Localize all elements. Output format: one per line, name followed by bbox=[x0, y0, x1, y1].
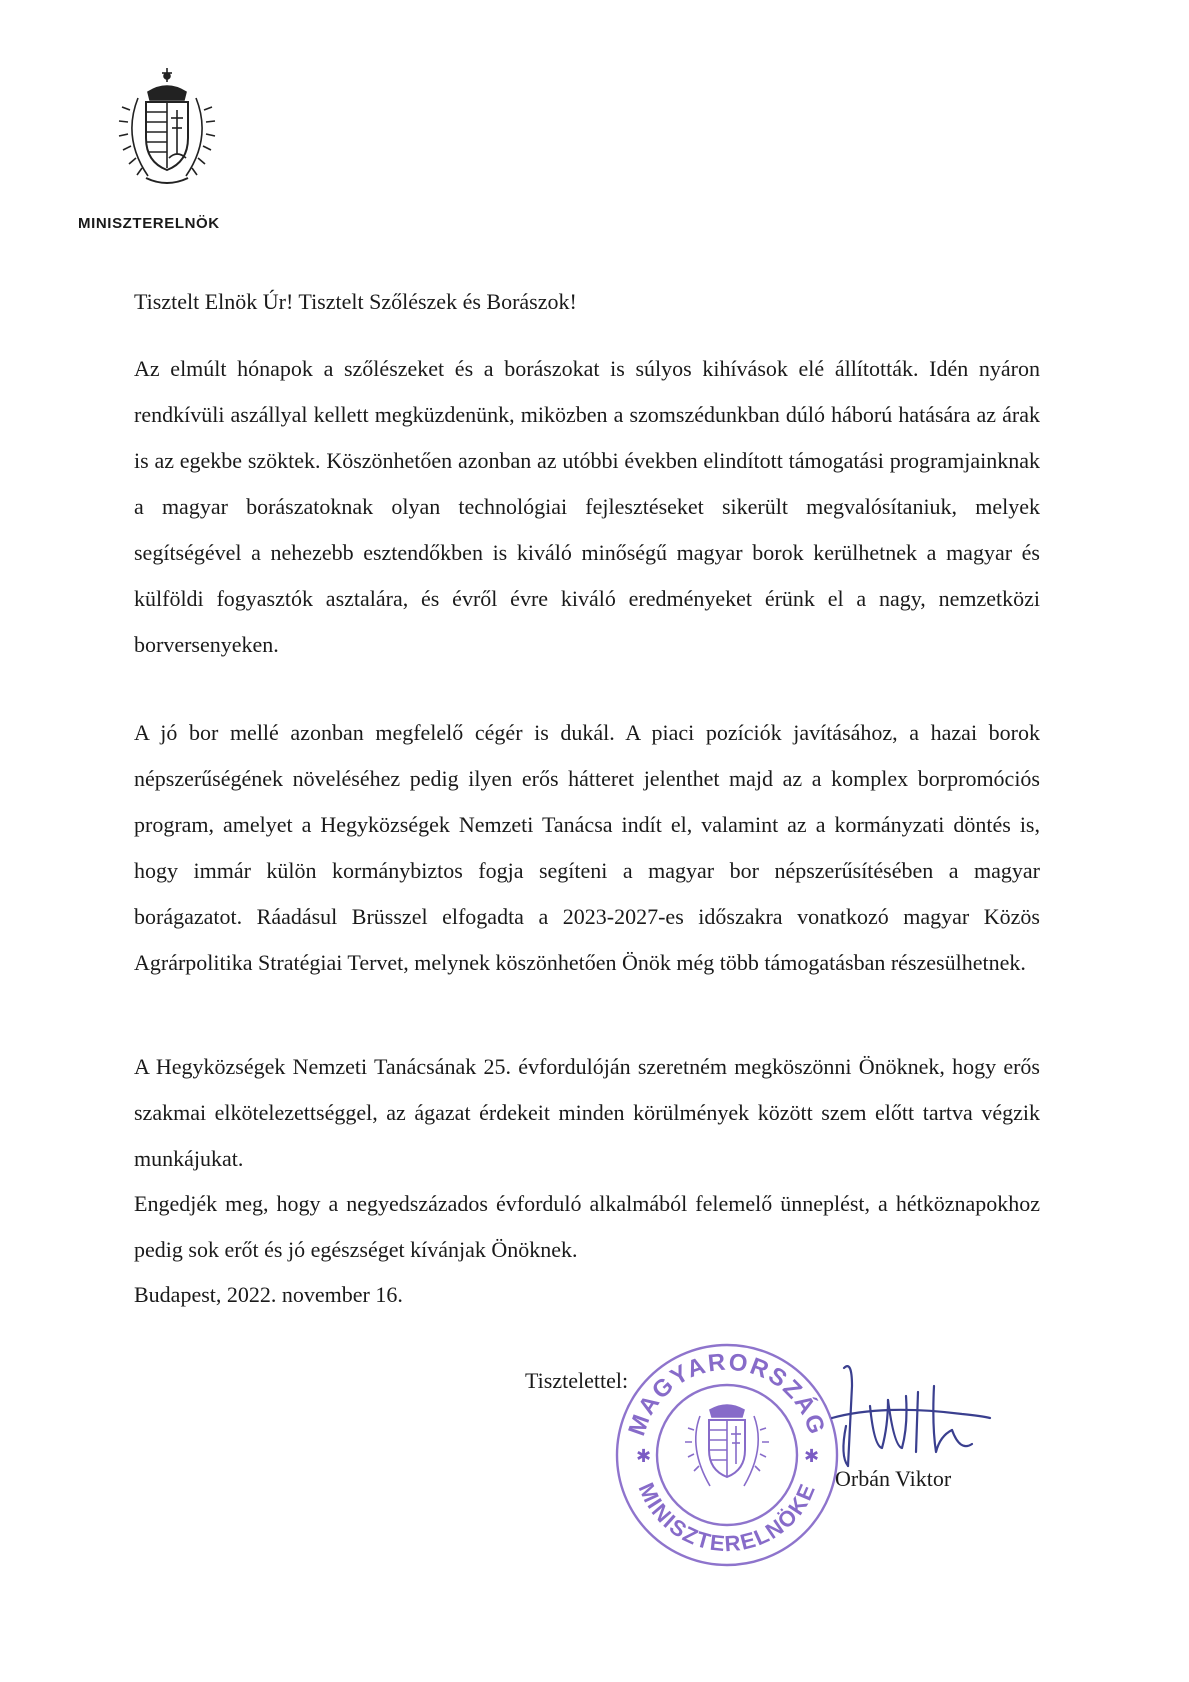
svg-text:✱: ✱ bbox=[804, 1446, 820, 1467]
stamp-top-text: MAGYARORSZÁG bbox=[623, 1348, 831, 1440]
closing-phrase: Tisztelettel: bbox=[525, 1368, 629, 1393]
office-title: MINISZTERELNÖK bbox=[78, 215, 220, 232]
signer-name: Orbán Viktor bbox=[835, 1466, 952, 1491]
stamp-bottom-text: MINISZTERELNÖKE bbox=[633, 1478, 821, 1557]
letter-date: Budapest, 2022. november 16. bbox=[134, 1282, 403, 1307]
hungarian-coat-of-arms-icon bbox=[108, 58, 226, 193]
handwritten-signature-icon bbox=[822, 1356, 992, 1476]
body-paragraph: Engedjék meg, hogy a negyedszázados évforduló alkalmából felemelő ünneplést, a hétköznapokhoz pedig sok erőt és jó egészséget kívánjak Önöknek. bbox=[134, 1191, 1040, 1262]
body-paragraph: A Hegyközségek Nemzeti Tanácsának 25. évfordulóján szeretném megköszönni Önöknek, hogy erős szakmai elkötelezettséggel, az ágazat érdekeit minden körülmények között szem előtt tartva végzik munkájukat. bbox=[134, 1054, 1040, 1171]
body-paragraph: A jó bor mellé azonban megfelelő cégér is dukál. A piaci pozíciók javításához, a hazai borok népszerűségének növeléséhez pedig ilyen erős hátteret jelenthet majd az a komplex borpromóciós program, amelyet a Hegyközségek Nemzeti Tanácsa indít el, valamint az a kormányzati döntés is, hogy immár külön kormánybiztos fogja segíteni a magyar bor népszerűsítésében a magyar borágazatot. Ráadásul Brüsszel elfogadta a 2023-2027-es időszakra vonatkozó magyar Közös Agrárpolitika Stratégiai Tervet, melynek köszönhetően Önök még több támogatásban részesülhetnek. bbox=[134, 720, 1040, 975]
body-paragraph: Az elmúlt hónapok a szőlészeket és a borászokat is súlyos kihívások elé állították. Idén nyáron rendkívüli aszállyal kellett megküzdenünk, miközben a szomszédunkban dúló háború hatására az árak is az egekbe szöktek. Köszönhetően azonban az utóbbi években elindított támogatási programjainknak a magyar borászatoknak olyan technológiai fejlesztéseket sikerült megvalósítaniuk, melyek segítségével a nehezebb esztendőkben is kiváló minőségű magyar borok kerülhetnek a magyar és külföldi fogyasztók asztalára, és évről évre kiváló eredményeket érünk el a nagy, nemzetközi borversenyeken. bbox=[134, 356, 1040, 657]
svg-text:✱: ✱ bbox=[636, 1446, 652, 1467]
stamp-coat-of-arms-icon bbox=[612, 1340, 842, 1570]
salutation: Tisztelt Elnök Úr! Tisztelt Szőlészek és Borászok! bbox=[134, 289, 577, 314]
